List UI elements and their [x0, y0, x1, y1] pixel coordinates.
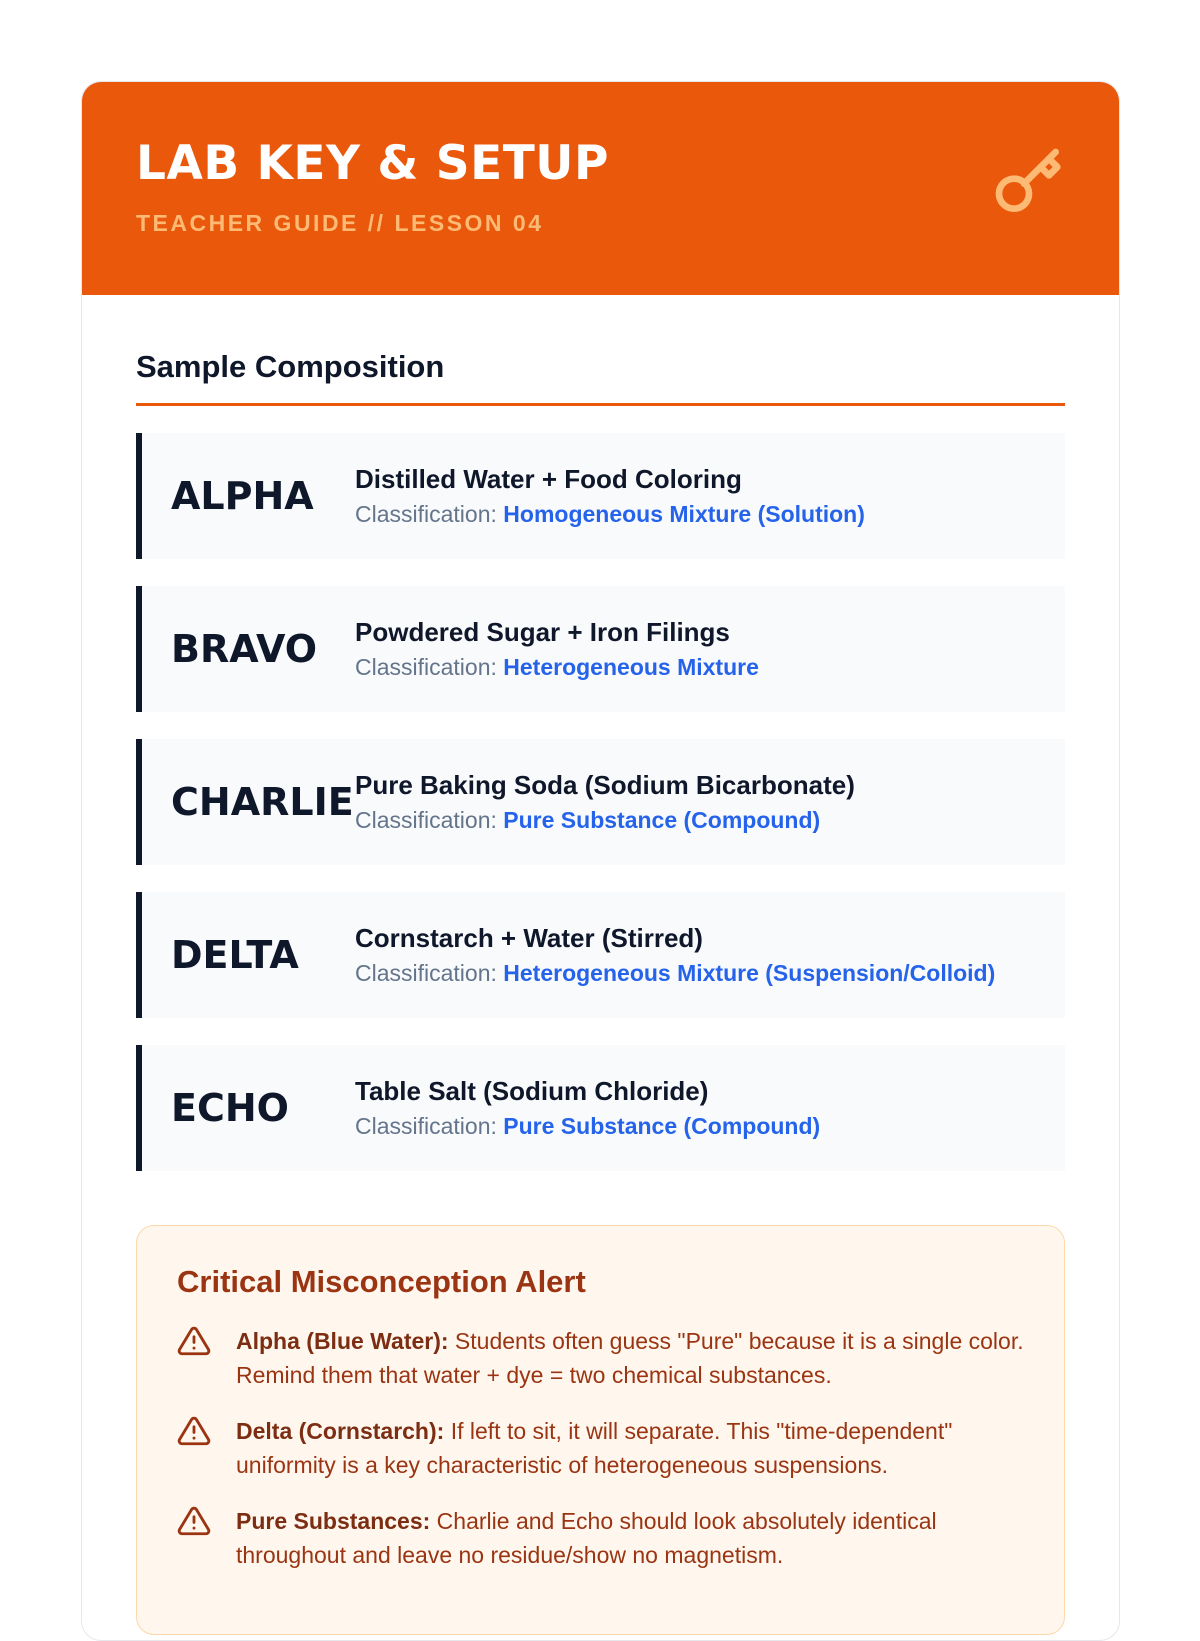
sample-label: ECHO: [171, 1086, 289, 1130]
header: [82, 82, 1119, 295]
classification-prefix: Classification:: [355, 654, 497, 680]
alert-title: Critical Misconception Alert: [177, 1264, 586, 1299]
sample-row: [136, 586, 1065, 712]
page-title: LAB KEY & SETUP: [136, 136, 609, 191]
alert-item: [177, 1504, 1024, 1572]
lab-key-card: [81, 81, 1120, 1641]
section-title: Sample Composition: [136, 349, 1065, 406]
alert-item-text: If left to sit, it will separate. This "time-dependent" uniformity is a key characteristic of heterogeneous suspensions.: [236, 1418, 953, 1478]
sample-label: CHARLIE: [171, 780, 354, 824]
sample-description: Cornstarch + Water (Stirred): [355, 923, 703, 953]
key-icon: [989, 142, 1069, 222]
classification-prefix: Classification:: [355, 960, 497, 986]
alert-item-lead: Pure Substances:: [236, 1508, 431, 1534]
alert-item: [177, 1414, 1024, 1482]
classification-value: Heterogeneous Mixture: [503, 654, 759, 680]
warning-icon: [177, 1324, 211, 1358]
alert-item-lead: Alpha (Blue Water):: [236, 1328, 449, 1354]
alert-item-text: Charlie and Echo should look absolutely identical throughout and leave no residue/show no magnetism.: [236, 1508, 937, 1568]
sample-description: Powdered Sugar + Iron Filings: [355, 617, 730, 647]
classification-value: Homogeneous Mixture (Solution): [503, 501, 865, 527]
classification-value: Heterogeneous Mixture (Suspension/Colloid): [503, 960, 996, 986]
classification-value: Pure Substance (Compound): [503, 1113, 821, 1139]
sample-description: Pure Baking Soda (Sodium Bicarbonate): [355, 770, 855, 800]
classification-value: Pure Substance (Compound): [503, 807, 821, 833]
misconception-alert: [136, 1225, 1065, 1635]
sample-description: Distilled Water + Food Coloring: [355, 464, 742, 494]
classification-prefix: Classification:: [355, 1113, 497, 1139]
page-subtitle: TEACHER GUIDE // LESSON 04: [136, 210, 544, 236]
sample-row: [136, 739, 1065, 865]
classification-prefix: Classification:: [355, 807, 497, 833]
sample-row: [136, 1045, 1065, 1171]
sample-row: [136, 892, 1065, 1018]
sample-label: ALPHA: [171, 474, 314, 518]
sample-label: DELTA: [171, 933, 299, 977]
warning-icon: [177, 1414, 211, 1448]
alert-item: [177, 1324, 1024, 1392]
classification-prefix: Classification:: [355, 501, 497, 527]
sample-description: Table Salt (Sodium Chloride): [355, 1076, 709, 1106]
warning-icon: [177, 1504, 211, 1538]
sample-label: BRAVO: [171, 627, 318, 671]
sample-row: [136, 433, 1065, 559]
alert-item-lead: Delta (Cornstarch):: [236, 1418, 445, 1444]
alert-item-text: Students often guess "Pure" because it is a single color. Remind them that water + dye = two chemical substances.: [236, 1328, 1024, 1388]
